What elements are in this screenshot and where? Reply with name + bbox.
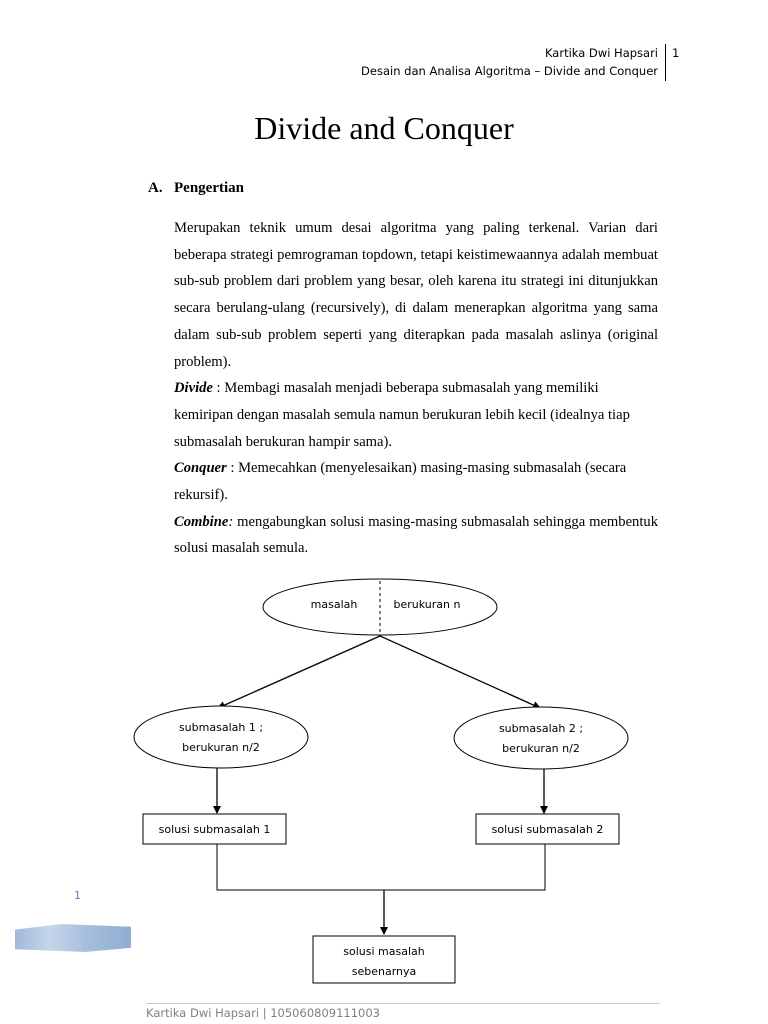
header-page-number: 1 xyxy=(672,46,680,60)
side-page-number: 1 xyxy=(74,889,81,902)
root-right-label: berukuran n xyxy=(393,598,461,611)
combine-text: mengabungkan solusi masing-masing submasalah sehingga membentuk solusi masalah semula. xyxy=(174,513,658,557)
root-left-label: masalah xyxy=(310,598,358,611)
sol1-label: solusi submasalah 1 xyxy=(158,823,271,836)
combine-connector xyxy=(217,844,545,890)
combine-colon: : xyxy=(228,513,234,530)
conquer-text: : Memecahkan (menyelesaikan) masing-masing submasalah (secara rekursif). xyxy=(174,460,627,504)
page-footer: Kartika Dwi Hapsari | 105060809111003 xyxy=(146,1006,380,1020)
footer-divider xyxy=(146,1003,660,1004)
divide-text: : Membagi masalah menjadi beberapa submasalah yang memiliki kemiripan dengan masalah semula namun berukuran lebih kecil (idealnya tiap submasalah berukuran hampir sama). xyxy=(174,380,630,450)
final-line1: solusi masalah xyxy=(343,945,425,958)
sub1-line2: berukuran n/2 xyxy=(182,741,260,754)
sub1-line1: submasalah 1 ; xyxy=(178,721,264,734)
sub2-ellipse xyxy=(454,707,628,769)
intro-paragraph: Merupakan teknik umum desai algoritma yang paling terkenal. Varian dari beberapa strategi pemrograman topdown, tetapi keistimewaannya adalah membuat sub-sub problem dari problem yang besar, oleh karena itu strategi ini ditunjukkan secara berulang-ulang (recursively), di dalam menerapkan algoritma yang sama dalam sub-sub problem seperti yang diterapkan pada masalah aslinya (original problem). xyxy=(174,220,658,370)
arrow-root-to-sub1 xyxy=(218,636,380,708)
sol2-label: solusi submasalah 2 xyxy=(491,823,604,836)
header-subtitle: Desain dan Analisa Algoritma – Divide and Conquer xyxy=(361,64,658,78)
sub2-line1: submasalah 2 ; xyxy=(498,722,584,735)
decorative-ribbon xyxy=(15,924,131,952)
sub1-ellipse xyxy=(134,706,308,768)
divide-term: Divide xyxy=(174,380,213,397)
final-line2: sebenarnya xyxy=(351,965,417,978)
header-author: Kartika Dwi Hapsari xyxy=(544,46,658,60)
conquer-term: Conquer xyxy=(174,460,227,477)
arrow-root-to-sub2 xyxy=(380,636,540,708)
page-title: Divide and Conquer xyxy=(254,110,514,146)
section-title: Pengertian xyxy=(174,180,244,196)
sub2-line2: berukuran n/2 xyxy=(502,742,580,755)
combine-term: Combine xyxy=(174,513,229,530)
section-label: A. xyxy=(148,180,163,196)
